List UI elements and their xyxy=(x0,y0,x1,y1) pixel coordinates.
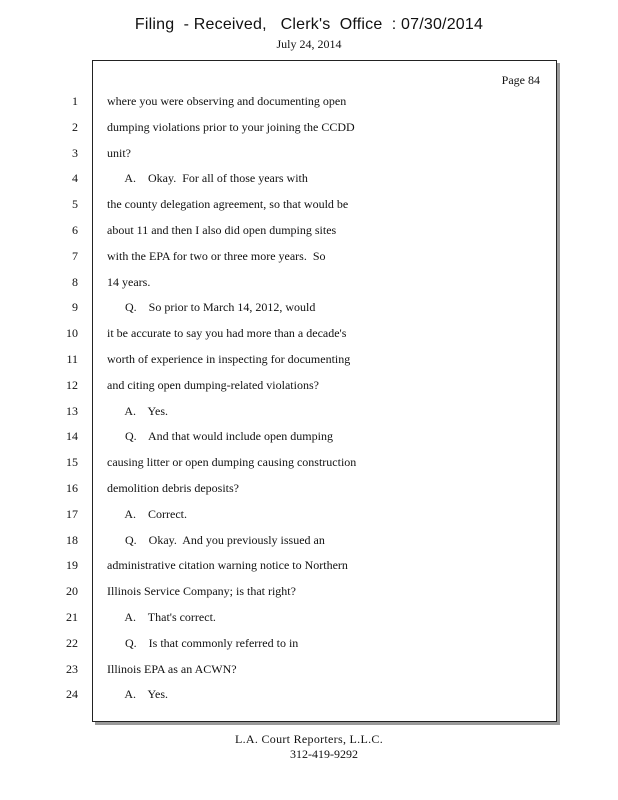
transcript-line: where you were observing and documenting open xyxy=(107,94,347,108)
transcript-line: A. Okay. For all of those years with xyxy=(107,171,308,186)
transcript-line: Q. Is that commonly referred to in xyxy=(107,635,299,650)
line-number: 18 xyxy=(66,532,78,547)
line-number: 17 xyxy=(66,506,78,521)
transcript-line: A. That's correct. xyxy=(107,609,216,624)
transcript-line: Q. Okay. And you previously issued an xyxy=(107,532,325,547)
line-number: 12 xyxy=(66,377,78,392)
transcript-line: Q. So prior to March 14, 2012, would xyxy=(107,300,316,315)
transcript-line: worth of experience in inspecting for documenting xyxy=(107,351,351,366)
line-number: 7 xyxy=(72,248,78,263)
line-number: 24 xyxy=(66,687,78,702)
line-number: 21 xyxy=(66,609,78,624)
transcript-line: unit? xyxy=(107,145,131,160)
reporter-phone: 312-419-9292 xyxy=(290,747,358,761)
line-number: 1 xyxy=(72,94,78,108)
transcript-line: the county delegation agreement, so that would be xyxy=(107,197,349,212)
line-number: 8 xyxy=(72,274,78,289)
line-number: 9 xyxy=(72,300,78,315)
transcript-text xyxy=(107,89,547,708)
line-number: 11 xyxy=(66,351,78,366)
line-number: 14 xyxy=(66,429,78,444)
line-number-column xyxy=(0,89,82,708)
filing-stamp: Filing - Received, Clerk's Office : 07/30/2014 xyxy=(134,16,484,33)
line-number: 16 xyxy=(66,480,78,495)
transcript-line: Q. And that would include open dumping xyxy=(107,429,333,444)
transcript-line: Illinois EPA as an ACWN? xyxy=(107,661,237,676)
line-number: 20 xyxy=(66,584,78,599)
transcript-line: Illinois Service Company; is that right? xyxy=(107,584,296,599)
line-number: 3 xyxy=(72,145,78,160)
transcript-line: administrative citation warning notice to Northern xyxy=(107,558,348,573)
line-number: 5 xyxy=(72,197,78,212)
transcript-line: A. Yes. xyxy=(107,403,169,418)
page-number: Page 84 xyxy=(501,73,540,87)
line-number: 22 xyxy=(66,635,78,650)
transcript-line: causing litter or open dumping causing construction xyxy=(107,455,357,470)
transcript-line: it be accurate to say you had more than a decade's xyxy=(107,326,347,341)
line-number: 19 xyxy=(66,558,78,573)
reporter-company: L.A. Court Reporters, L.L.C. xyxy=(234,732,384,746)
transcript-line: and citing open dumping-related violations? xyxy=(107,377,319,392)
transcript-line: demolition debris deposits? xyxy=(107,480,239,495)
line-number: 10 xyxy=(66,326,78,341)
transcript-date: July 24, 2014 xyxy=(276,37,342,51)
line-number: 15 xyxy=(66,455,78,470)
line-number: 23 xyxy=(66,661,78,676)
transcript-line: A. Yes. xyxy=(107,687,169,702)
transcript-line: 14 years. xyxy=(107,274,151,289)
transcript-line: A. Correct. xyxy=(107,506,187,521)
line-number: 13 xyxy=(66,403,78,418)
line-number: 6 xyxy=(72,222,78,237)
transcript-line: about 11 and then I also did open dumping sites xyxy=(107,222,337,237)
transcript-line: dumping violations prior to your joining the CCDD xyxy=(107,119,355,134)
line-number: 2 xyxy=(72,119,78,134)
line-number: 4 xyxy=(72,171,78,186)
transcript-line: with the EPA for two or three more years. So xyxy=(107,248,326,263)
